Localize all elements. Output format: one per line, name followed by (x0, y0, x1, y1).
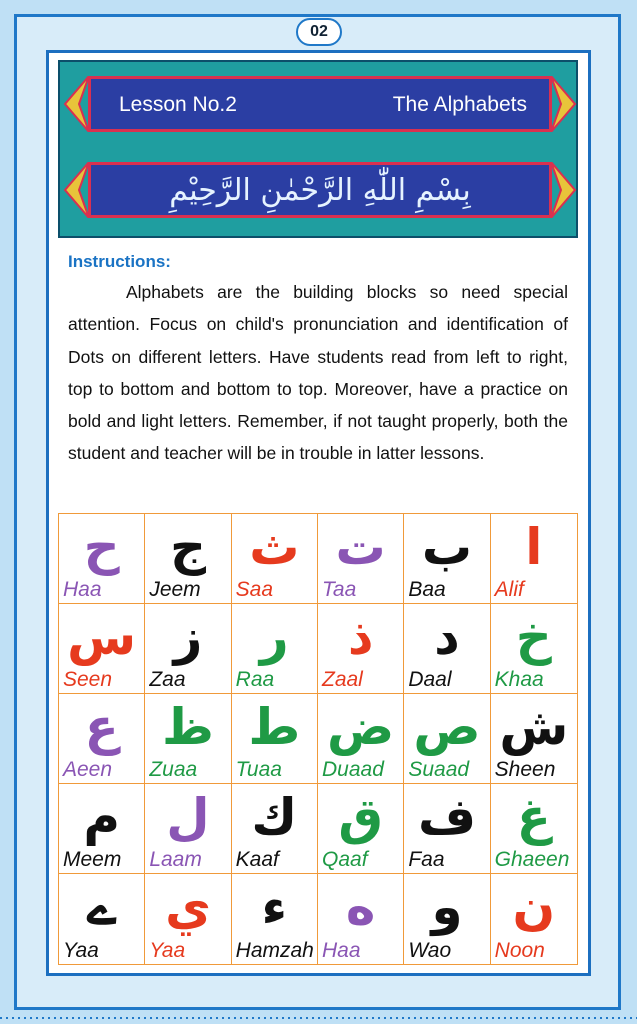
letter-cell (491, 514, 577, 604)
letter-cell (318, 514, 404, 604)
letter-glyph: خ (515, 608, 552, 666)
letter-glyph: ے (87, 878, 117, 936)
letter-cell (491, 694, 577, 784)
letter-glyph: ص (413, 698, 481, 756)
letter-glyph: ن (512, 878, 556, 936)
letter-cell (404, 784, 490, 874)
letter-name: Haa (63, 578, 102, 601)
letter-glyph: ث (249, 518, 300, 576)
letter-glyph: ا (525, 518, 543, 576)
letter-glyph: ع (84, 698, 119, 756)
letter-glyph: غ (516, 788, 551, 846)
letter-name: Zaa (149, 668, 186, 691)
letter-name: Noon (494, 939, 545, 962)
letter-cell (404, 604, 490, 694)
letter-name: Baa (408, 578, 446, 601)
letter-glyph: ر (259, 608, 289, 666)
letter-name: Tuaa (235, 758, 282, 781)
letter-name: Duaad (322, 758, 384, 781)
letter-cell (59, 784, 145, 874)
letter-name: Yaa (63, 939, 99, 962)
letter-glyph: ل (166, 788, 210, 846)
letter-glyph: و (431, 878, 463, 936)
letter-name: Zuaa (149, 758, 198, 781)
letter-glyph: ب (421, 518, 473, 576)
right-ornament-icon (551, 76, 579, 132)
letter-glyph: ح (83, 518, 120, 576)
letter-cell (232, 514, 318, 604)
right-ornament-icon (551, 162, 579, 218)
letter-cell (145, 874, 231, 964)
lesson-topic: The Alphabets (392, 93, 527, 116)
letter-glyph: س (67, 608, 137, 666)
letter-name: Meem (63, 848, 122, 871)
letter-name: Faa (408, 848, 445, 871)
letter-name: Taa (322, 578, 357, 601)
letter-cell (318, 604, 404, 694)
instructions-label: Instructions: (68, 252, 171, 271)
lesson-number: Lesson No.2 (119, 93, 237, 116)
instructions-section (58, 240, 578, 512)
letter-name: Alif (494, 578, 524, 601)
letter-cell (232, 784, 318, 874)
letter-glyph: ض (327, 698, 395, 756)
letter-cell (318, 784, 404, 874)
page-number: 02 (296, 18, 342, 46)
letter-name: Daal (408, 668, 452, 691)
letter-glyph: ش (499, 698, 569, 756)
letter-cell (404, 694, 490, 784)
bismillah-banner (88, 162, 552, 218)
alphabet-grid (58, 513, 578, 965)
letter-cell (145, 784, 231, 874)
letter-glyph: ء (261, 878, 288, 936)
letter-glyph: ط (248, 698, 301, 756)
letter-cell (318, 694, 404, 784)
letter-name: Qaaf (322, 848, 368, 871)
letter-cell (145, 604, 231, 694)
letter-glyph: ز (173, 608, 203, 666)
letter-cell (491, 784, 577, 874)
letter-name: Aeen (63, 758, 113, 781)
letter-cell (145, 514, 231, 604)
letter-name: Ghaeen (494, 848, 570, 871)
letter-name: Zaal (322, 668, 363, 691)
letter-name: Suaad (408, 758, 470, 781)
letter-glyph: ظ (162, 698, 214, 756)
letter-name: Khaa (494, 668, 544, 691)
letter-name: Wao (408, 939, 452, 962)
left-ornament-icon (61, 76, 89, 132)
letter-glyph: ذ (347, 608, 374, 666)
letter-cell (318, 874, 404, 964)
letter-glyph: ق (338, 788, 384, 846)
letter-name: Haa (322, 939, 361, 962)
letter-name: Saa (235, 578, 274, 601)
letter-name: Yaa (149, 939, 186, 962)
instructions-text: Alphabets are the building blocks so need special attention. Focus on child's pronunciation and identification of Dots on different letters. Have students read from left to right, top to bottom and bottom to top. Moreover, have a practice on bold and light letters. Remember, if not taught properly, both the student and teacher will be in trouble in latter lessons. (68, 282, 568, 464)
letter-cell (59, 514, 145, 604)
letter-glyph: ك (251, 788, 298, 846)
letter-cell (59, 604, 145, 694)
letter-name: Jeem (149, 578, 201, 601)
letter-cell (59, 694, 145, 784)
letter-glyph: ت (335, 518, 386, 576)
letter-cell (404, 874, 490, 964)
letter-name: Kaaf (235, 848, 279, 871)
letter-cell (491, 604, 577, 694)
letter-glyph: م (83, 788, 120, 846)
letter-cell (232, 874, 318, 964)
decorative-border-dots (0, 1012, 637, 1024)
letter-name: Hamzah (235, 939, 314, 962)
bismillah-text: بِسْمِ اللّٰهِ الرَّحْمٰنِ الرَّحِيْمِ (169, 173, 471, 208)
letter-glyph: ف (417, 788, 477, 846)
letter-glyph: ه (345, 878, 376, 936)
letter-cell (59, 874, 145, 964)
letter-cell (491, 874, 577, 964)
lesson-header (58, 60, 578, 238)
letter-cell (232, 694, 318, 784)
left-ornament-icon (61, 162, 89, 218)
letter-glyph: ي (165, 878, 211, 936)
lesson-title-banner (88, 76, 552, 132)
letter-name: Raa (235, 668, 275, 691)
letter-cell (232, 604, 318, 694)
letter-glyph: د (434, 608, 460, 666)
letter-name: Laam (149, 848, 202, 871)
letter-name: Seen (63, 668, 113, 691)
letter-cell (404, 514, 490, 604)
letter-name: Sheen (494, 758, 556, 781)
letter-cell (145, 694, 231, 784)
letter-glyph: ج (169, 518, 207, 576)
